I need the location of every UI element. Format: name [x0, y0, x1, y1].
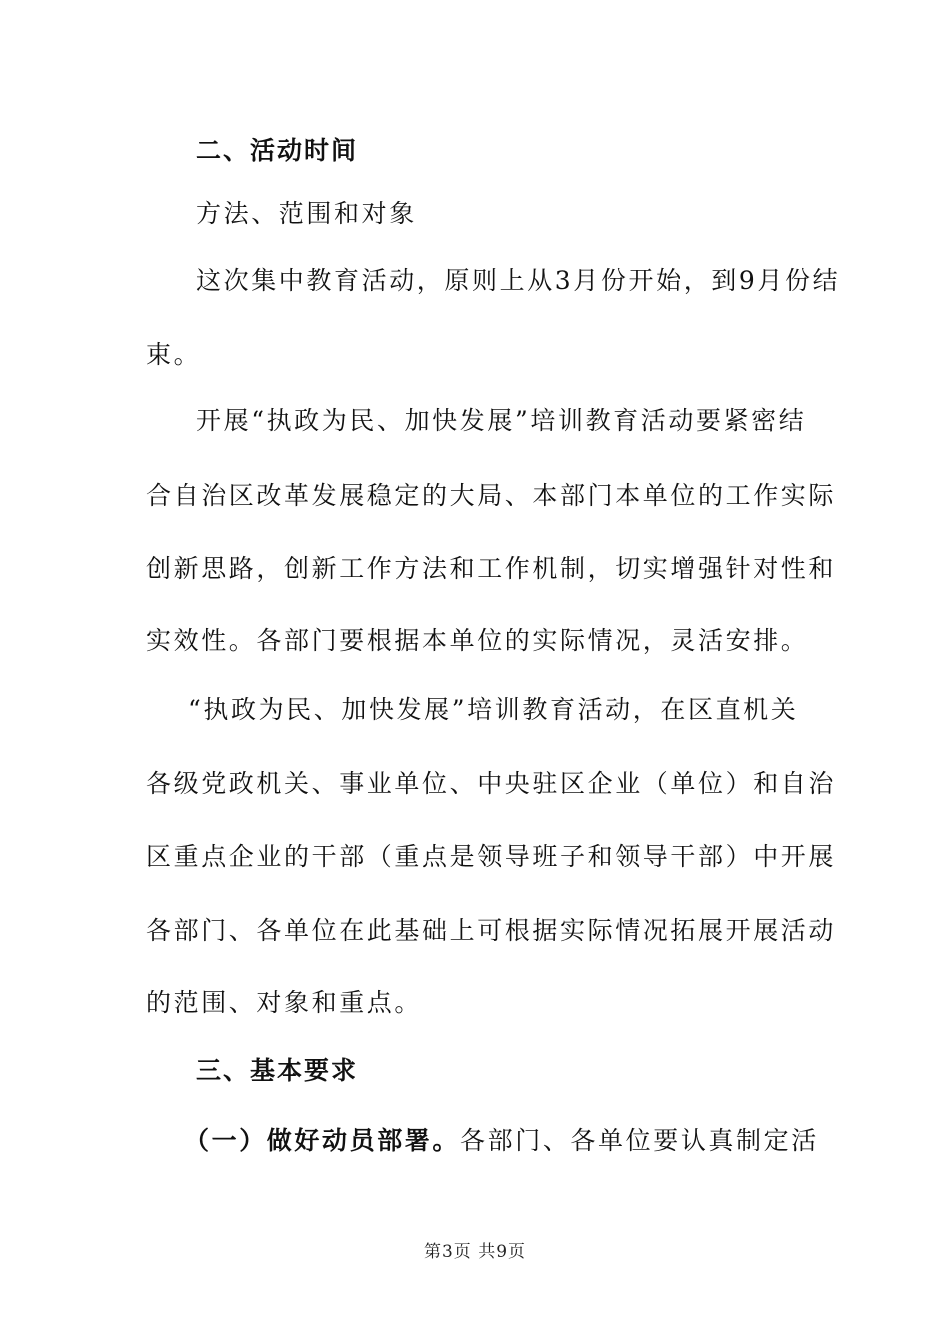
page-footer: 第3页 共9页	[423, 1242, 527, 1262]
paragraph-line: “执政为民、加快发展”培训教育活动，在区直机关	[188, 695, 799, 724]
section-heading-activity-time: 二、活动时间	[196, 136, 359, 165]
paragraph-line: 创新思路，创新工作方法和工作机制，切实增强针对性和	[146, 554, 837, 583]
paragraph-line: 各部门、各单位在此基础上可根据实际情况拓展开展活动	[146, 916, 837, 945]
subheading-method-scope: 方法、范围和对象	[196, 199, 417, 228]
paragraph-line: 合自治区改革发展稳定的大局、本部门本单位的工作实际	[146, 481, 837, 510]
paragraph-line: 实效性。各部门要根据本单位的实际情况，灵活安排。	[146, 626, 809, 655]
requirement-lead: （一）做好动员部署。	[184, 1126, 461, 1155]
requirement-line	[184, 1124, 844, 1158]
paragraph-line: 开展“执政为民、加快发展”培训教育活动要紧密结	[196, 406, 807, 435]
paragraph-line: 束。	[146, 340, 202, 369]
paragraph-line: 各级党政机关、事业单位、中央驻区企业（单位）和自治	[146, 769, 837, 798]
requirement-text: 各部门、各单位要认真制定活	[460, 1126, 819, 1155]
paragraph-line: 这次集中教育活动，原则上从3月份开始，到9月份结	[196, 266, 841, 295]
paragraph-line: 区重点企业的干部（重点是领导班子和领导干部）中开展	[146, 842, 837, 871]
section-heading-basic-requirements: 三、基本要求	[196, 1056, 359, 1085]
paragraph-line: 的范围、对象和重点。	[146, 988, 423, 1017]
